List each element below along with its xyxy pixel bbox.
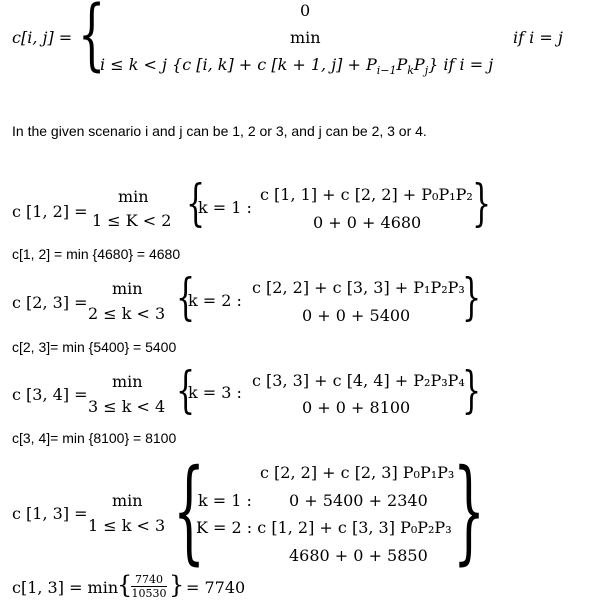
- c13-final-rhs: = 7740: [186, 578, 246, 597]
- c13-row1-expression: c [2, 2] + c [2, 3] P₀P₁P₃: [260, 463, 455, 482]
- c34-range: 3 ≤ k < 4: [88, 397, 166, 416]
- definition-lhs: c[i, j] =: [12, 28, 73, 47]
- definition-recurrence: i ≤ k < j {c [i, k] + c [k + 1, $j] + P_{i-1}P_kP_j$} if i = j: [100, 55, 494, 78]
- c13-row2-label: k = 1 :: [198, 491, 252, 510]
- c13-final-lhs: c[1, 3] = min: [12, 578, 119, 597]
- c23-lhs: c [2, 3] =: [12, 293, 88, 312]
- c12-value-expression: 0 + 0 + 4680: [313, 213, 422, 232]
- c34-value-expression: 0 + 0 + 8100: [302, 398, 411, 417]
- c13-row4-value: 4680 + 0 + 5850: [289, 546, 428, 565]
- c13-row2-value: 0 + 5400 + 2340: [289, 491, 428, 510]
- definition-brace: {: [78, 0, 106, 80]
- c34-result: c[3, 4]= min {8100} = 8100: [12, 430, 177, 446]
- c23-value-expression: 0 + 0 + 5400: [302, 306, 411, 325]
- c13-final-numerator: 7740: [135, 573, 163, 586]
- c23-left-brace: {: [176, 268, 196, 326]
- definition-case-condition: if i = j: [513, 28, 563, 47]
- c23-result: c[2, 3]= min {5400} = 5400: [12, 339, 177, 355]
- c23-right-brace: }: [462, 268, 482, 326]
- c23-expression: c [2, 2] + c [3, 3] + P₁P₂P₃: [252, 278, 465, 297]
- c13-lhs: c [1, 3] =: [12, 504, 88, 523]
- c12-result: c[1, 2] = min {4680} = 4680: [12, 246, 181, 262]
- c23-range: 2 ≤ k < 3: [88, 304, 166, 323]
- c12-range: 1 ≤ K < 2: [92, 211, 172, 230]
- c34-k-label: k = 3 :: [188, 383, 242, 402]
- c12-left-brace: {: [186, 174, 206, 232]
- c34-expression: c [3, 3] + c [4, 4] + P₂P₃P₄: [252, 371, 465, 390]
- c12-expression: c [1, 1] + c [2, 2] + P₀P₁P₂: [260, 185, 473, 204]
- c13-row3-expression: K = 2 : c [1, 2] + c [3, 3] P₀P₂P₃: [196, 518, 452, 537]
- c12-k-label: k = 1 :: [198, 198, 252, 217]
- c34-right-brace: }: [462, 361, 482, 419]
- c13-range: 1 ≤ k < 3: [88, 516, 166, 535]
- c34-lhs: c [3, 4] =: [12, 385, 88, 404]
- c13-right-brace: }: [453, 446, 486, 576]
- c13-final-denominator: 10530: [131, 587, 167, 600]
- intro-text: In the given scenario i and j can be 1, 2 or 3, and j can be 2, 3 or 4.: [12, 123, 427, 139]
- c12-right-brace: }: [472, 174, 492, 232]
- definition-case-min: min: [290, 28, 321, 47]
- c13-final-left-brace: {: [117, 571, 133, 599]
- c34-left-brace: {: [176, 361, 196, 419]
- definition-case-top: 0: [300, 1, 311, 20]
- c13-final-fraction: [131, 574, 167, 599]
- c23-k-label: k = 2 :: [188, 291, 242, 310]
- c13-min: min: [112, 491, 143, 510]
- c13-left-brace: {: [173, 446, 206, 576]
- c12-min: min: [118, 187, 149, 206]
- c12-lhs: c [1, 2] =: [12, 202, 88, 221]
- c34-min: min: [112, 372, 143, 391]
- c23-min: min: [112, 279, 143, 298]
- c13-final-right-brace: }: [169, 571, 185, 599]
